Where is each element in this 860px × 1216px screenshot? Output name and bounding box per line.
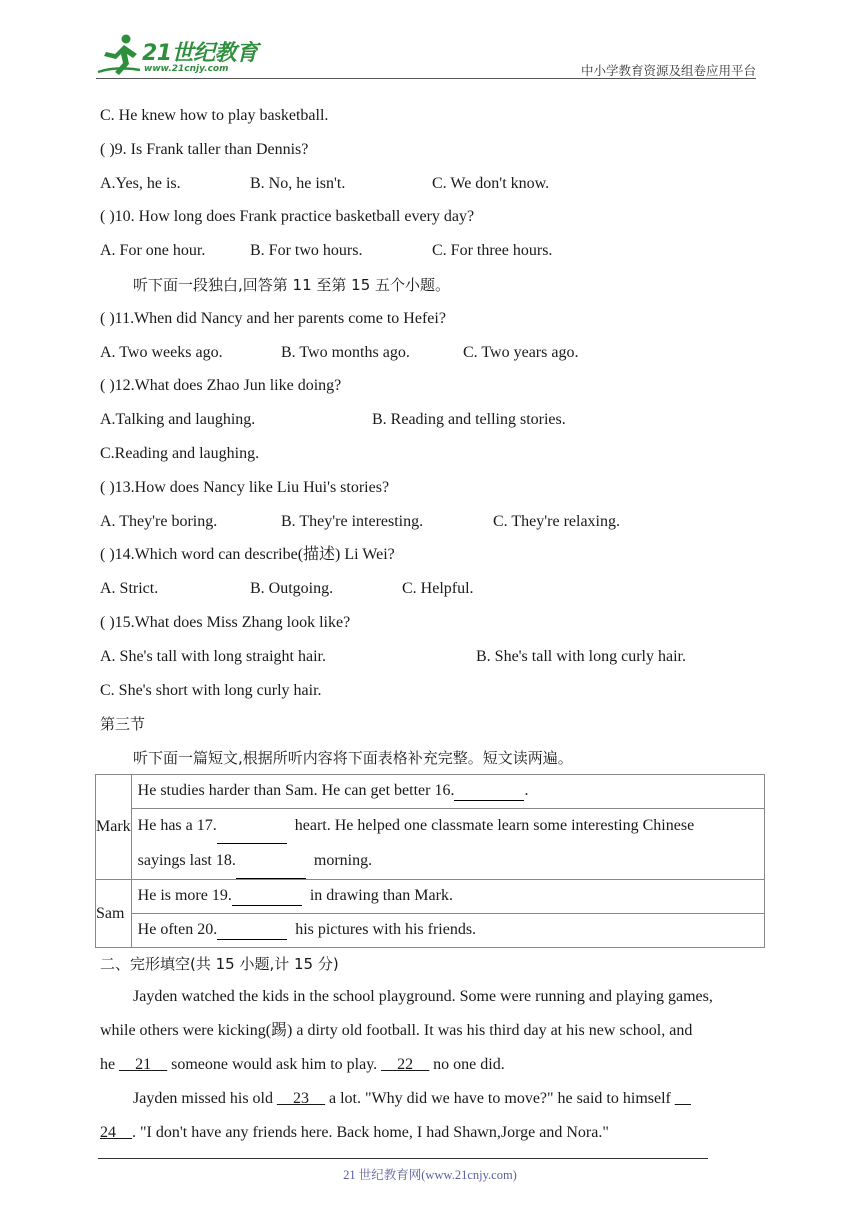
q14-option-a: A. Strict. bbox=[100, 580, 159, 597]
q11-stem: ( )11.When did Nancy and her parents come to Hefei? bbox=[100, 310, 446, 327]
q15-option-a: A. She's tall with long straight hair. bbox=[100, 648, 326, 665]
part-2-title: 二、完形填空(共 15 小题,计 15 分) bbox=[100, 955, 339, 973]
passage-line-3-a: he bbox=[100, 1056, 120, 1073]
q13-option-b: B. They're interesting. bbox=[281, 513, 424, 530]
passage-line-4-b: a lot. "Why did we have to move?" he said to himself bbox=[325, 1090, 675, 1107]
q13-option-a: A. They're boring. bbox=[100, 513, 218, 530]
q10-option-b: B. For two hours. bbox=[250, 242, 363, 259]
row-label-mark: Mark bbox=[96, 775, 132, 880]
row-19-text-end: in drawing than Mark. bbox=[309, 887, 453, 904]
passage-line-2: while others were kicking(踢) a dirty old football. It was his third day at his new school, and bbox=[100, 1022, 693, 1039]
blank-16[interactable] bbox=[454, 782, 524, 801]
row-16-text: He studies harder than Sam. He can get better 16. bbox=[137, 782, 455, 799]
footer-divider bbox=[98, 1158, 708, 1159]
q13-option-c: C. They're relaxing. bbox=[493, 513, 620, 530]
q12-option-b: B. Reading and telling stories. bbox=[372, 411, 566, 428]
q15-stem: ( )15.What does Miss Zhang look like? bbox=[100, 614, 351, 631]
blank-24-start[interactable]: __ bbox=[674, 1090, 691, 1107]
q10-option-a: A. For one hour. bbox=[100, 242, 206, 259]
table-row-20 bbox=[131, 914, 764, 948]
q10-stem: ( )10. How long does Frank practice basketball every day? bbox=[100, 208, 475, 225]
q13-stem: ( )13.How does Nancy like Liu Hui's stories? bbox=[100, 479, 390, 496]
header-divider bbox=[96, 78, 756, 79]
blank-21[interactable]: __21__ bbox=[119, 1056, 168, 1073]
row-17-text: He has a 17. bbox=[137, 817, 217, 834]
q12-option-c: C.Reading and laughing. bbox=[100, 445, 260, 462]
blank-17[interactable] bbox=[217, 809, 287, 844]
blank-22[interactable]: __22__ bbox=[381, 1056, 430, 1073]
runner-icon bbox=[96, 32, 142, 78]
passage-line-4 bbox=[133, 1089, 691, 1109]
q14-option-b: B. Outgoing. bbox=[250, 580, 334, 597]
q9-option-c: C. We don't know. bbox=[432, 175, 550, 192]
passage-line-4-a: Jayden missed his old bbox=[133, 1090, 277, 1107]
header-platform-text: 中小学教育资源及组卷应用平台 bbox=[580, 63, 756, 78]
fill-in-table bbox=[95, 774, 765, 948]
row-20-text-end: his pictures with his friends. bbox=[295, 921, 477, 938]
passage-line-5-text: . "I don't have any friends here. Back home, I had Shawn,Jorge and Nora." bbox=[132, 1124, 609, 1141]
footer-text: 21 世纪教育网(www.21cnjy.com) bbox=[343, 1168, 517, 1182]
page-header bbox=[0, 0, 860, 80]
q15-option-b: B. She's tall with long curly hair. bbox=[476, 648, 686, 665]
q15-option-c: C. She's short with long curly hair. bbox=[100, 682, 322, 699]
blank-20[interactable] bbox=[217, 921, 287, 940]
blank-23[interactable]: __23__ bbox=[277, 1090, 325, 1107]
q12-option-a: A.Talking and laughing. bbox=[100, 411, 256, 428]
q9-stem: ( )9. Is Frank taller than Dennis? bbox=[100, 141, 309, 158]
q11-option-b: B. Two months ago. bbox=[281, 344, 410, 361]
blank-19[interactable] bbox=[232, 887, 302, 906]
row-18-text: sayings last 18. bbox=[137, 852, 236, 869]
q14-stem: ( )14.Which word can describe(描述) Li Wei? bbox=[100, 546, 395, 563]
row-20-text: He often 20. bbox=[137, 921, 218, 938]
section-3-title: 第三节 bbox=[100, 715, 146, 733]
q14-option-c: C. Helpful. bbox=[402, 580, 474, 597]
q11-option-a: A. Two weeks ago. bbox=[100, 344, 223, 361]
table-row-17-18 bbox=[131, 809, 764, 880]
logo bbox=[96, 32, 266, 78]
passage-line-3-b: someone would ask him to play. bbox=[167, 1056, 382, 1073]
q8-option-c: C. He knew how to play basketball. bbox=[100, 107, 329, 124]
passage-line-3 bbox=[100, 1055, 505, 1075]
q11-option-c: C. Two years ago. bbox=[463, 344, 579, 361]
row-19-text: He is more 19. bbox=[137, 887, 232, 904]
passage-line-1: Jayden watched the kids in the school playground. Some were running and playing games, bbox=[133, 988, 713, 1005]
logo-text: 21世纪教育 bbox=[142, 41, 258, 66]
row-17-text-end: heart. He helped one classmate learn some interesting Chinese bbox=[294, 817, 695, 834]
q12-stem: ( )12.What does Zhao Jun like doing? bbox=[100, 377, 342, 394]
table-row-16 bbox=[131, 775, 764, 809]
instruction-11-15: 听下面一段独白,回答第 11 至第 15 五个小题。 bbox=[133, 276, 451, 294]
q10-option-c: C. For three hours. bbox=[432, 242, 553, 259]
blank-24[interactable]: 24__ bbox=[100, 1124, 132, 1141]
row-18-text-end: morning. bbox=[313, 852, 373, 869]
q9-option-b: B. No, he isn't. bbox=[250, 175, 346, 192]
table-row-19 bbox=[131, 880, 764, 914]
blank-18[interactable] bbox=[236, 844, 306, 879]
passage-line-5 bbox=[100, 1123, 609, 1143]
q9-option-a: A.Yes, he is. bbox=[100, 175, 181, 192]
row-label-sam: Sam bbox=[96, 880, 132, 948]
passage-line-3-c: no one did. bbox=[429, 1056, 505, 1073]
row-16-end: . bbox=[524, 782, 529, 799]
logo-url: www.21cnjy.com bbox=[144, 64, 229, 74]
instruction-section-3: 听下面一篇短文,根据所听内容将下面表格补充完整。短文读两遍。 bbox=[133, 749, 573, 767]
